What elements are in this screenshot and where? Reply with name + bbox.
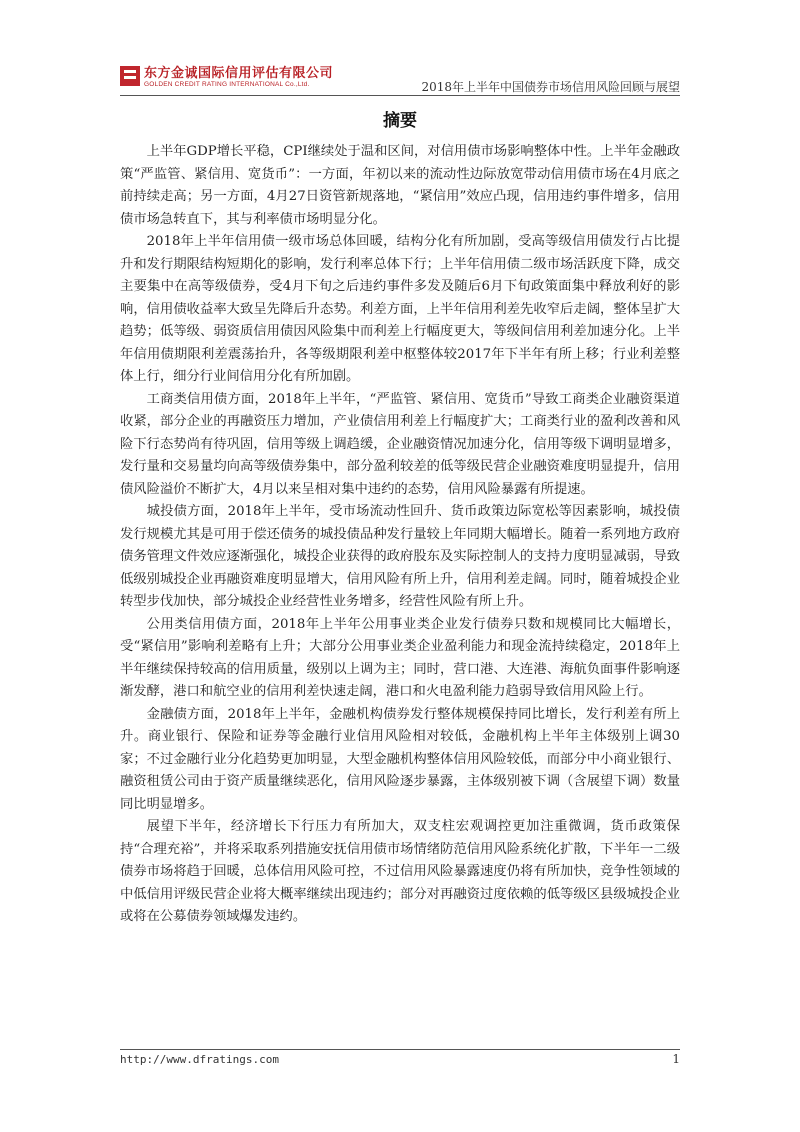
company-name-cn: 东方金诚国际信用评估有限公司 bbox=[144, 66, 334, 81]
company-logo bbox=[120, 66, 333, 89]
paragraph: 金融债方面，2018年上半年，金融机构债券发行整体规模保持同比增长，发行利差有所上升。商业银行、保险和证券等金融行业信用风险相对较低，金融机构上半年主体级别上调30家；不过金融行业分化趋势更加明显，大型金融机构整体信用风险较低，而部分中小商业银行、融资租赁公司由于资产质量继续恶化，信用风险逐步暴露，主体级别被下调（含展望下调）数量同比明显增多。 bbox=[120, 706, 680, 812]
footer-divider bbox=[120, 1049, 680, 1050]
paragraph: 展望下半年，经济增长下行压力有所加大，双支柱宏观调控更加注重微调，货币政策保持“合理充裕”，并将采取系列措施安抚信用债市场情绪防范信用风险系统化扩散，下半年一二级债券市场将趋于回暖，总体信用风险可控，不过信用风险暴露速度仍将有所加快，竞争性领域的中低信用评级民营企业将大概率继续出现违约；部分对再融资过度依赖的低等级区县级城投企业或将在公募债券领域爆发违约。 bbox=[120, 819, 680, 924]
page-title: 摘要 bbox=[383, 111, 417, 131]
company-name-en: GOLDEN CREDIT RATING INTERNATIONAL Co.,Ltd. bbox=[144, 81, 310, 88]
logo-mark-icon bbox=[120, 66, 140, 86]
report-title: 2018年上半年中国债券市场信用风险回顾与展望 bbox=[421, 80, 680, 94]
abstract-body bbox=[120, 141, 680, 929]
header-divider bbox=[120, 95, 680, 96]
footer-url[interactable]: http://www.dfratings.com bbox=[120, 1053, 279, 1066]
page-header bbox=[120, 66, 680, 94]
paragraph: 城投债方面，2018年上半年，受市场流动性回升、货币政策边际宽松等因素影响，城投债发行规模尤其是可用于偿还债务的城投债品种发行量较上年同期大幅增长。随着一系列地方政府债务管理文件效应逐渐强化，城投企业获得的政府股东及实际控制人的支持力度明显减弱，导致低级别城投企业再融资难度明显增大，信用风险有所上升，信用利差走阔。同时，随着城投企业转型步伐加快，部分城投企业经营性业务增多，经营性风险有所上升。 bbox=[120, 504, 680, 609]
paragraph: 工商类信用债方面，2018年上半年，“严监管、紧信用、宽货币”导致工商类企业融资渠道收紧，部分企业的再融资压力增加，产业债信用利差上行幅度扩大；工商类行业的盈利改善和风险下行态势尚有待巩固，信用等级上调趋缓，企业融资情况加速分化，信用等级下调明显增多，发行量和交易量均向高等级债券集中，部分盈利较差的低等级民营企业融资难度明显提升，信用债风险溢价不断扩大，4月以来呈相对集中违约的态势，信用风险暴露有所提速。 bbox=[120, 391, 680, 497]
page-number: 1 bbox=[672, 1052, 680, 1066]
paragraph: 上半年GDP增长平稳，CPI继续处于温和区间，对信用债市场影响整体中性。上半年金融政策“严监管、紧信用、宽货币”：一方面，年初以来的流动性边际放宽带动信用债市场在4月底之前持续走高；另一方面，4月27日资管新规落地，“紧信用”效应凸现，信用违约事件增多，信用债市场急转直下，其与利率债市场明显分化。 bbox=[120, 144, 680, 227]
paragraph: 2018年上半年信用债一级市场总体回暖，结构分化有所加剧，受高等级信用债发行占比提升和发行期限结构短期化的影响，发行利率总体下行；上半年信用债二级市场活跃度下降，成交主要集中在高等级债券，受4月下旬之后违约事件多发及随后6月下旬政策面集中释放利好的影响，信用债收益率大致呈先降后升态势。利差方面，上半年信用利差先收窄后走阔，整体呈扩大趋势；低等级、弱资质信用债因风险集中而利差上行幅度更大，等级间信用利差加速分化。上半年信用债期限利差震荡抬升，各等级期限利差中枢整体较2017年下半年有所上移；行业利差整体上行，细分行业间信用分化有所加剧。 bbox=[120, 234, 680, 384]
paragraph: 公用类信用债方面，2018年上半年公用事业类企业发行债券只数和规模同比大幅增长，受“紧信用”影响利差略有上升；大部分公用事业类企业盈利能力和现金流持续稳定，2018年上半年继续保持较高的信用质量，级别以上调为主；同时，营口港、大连港、海航负面事件影响逐渐发酵，港口和航空业的信用利差快速走阔，港口和火电盈利能力趋弱导致信用风险上行。 bbox=[120, 616, 680, 699]
